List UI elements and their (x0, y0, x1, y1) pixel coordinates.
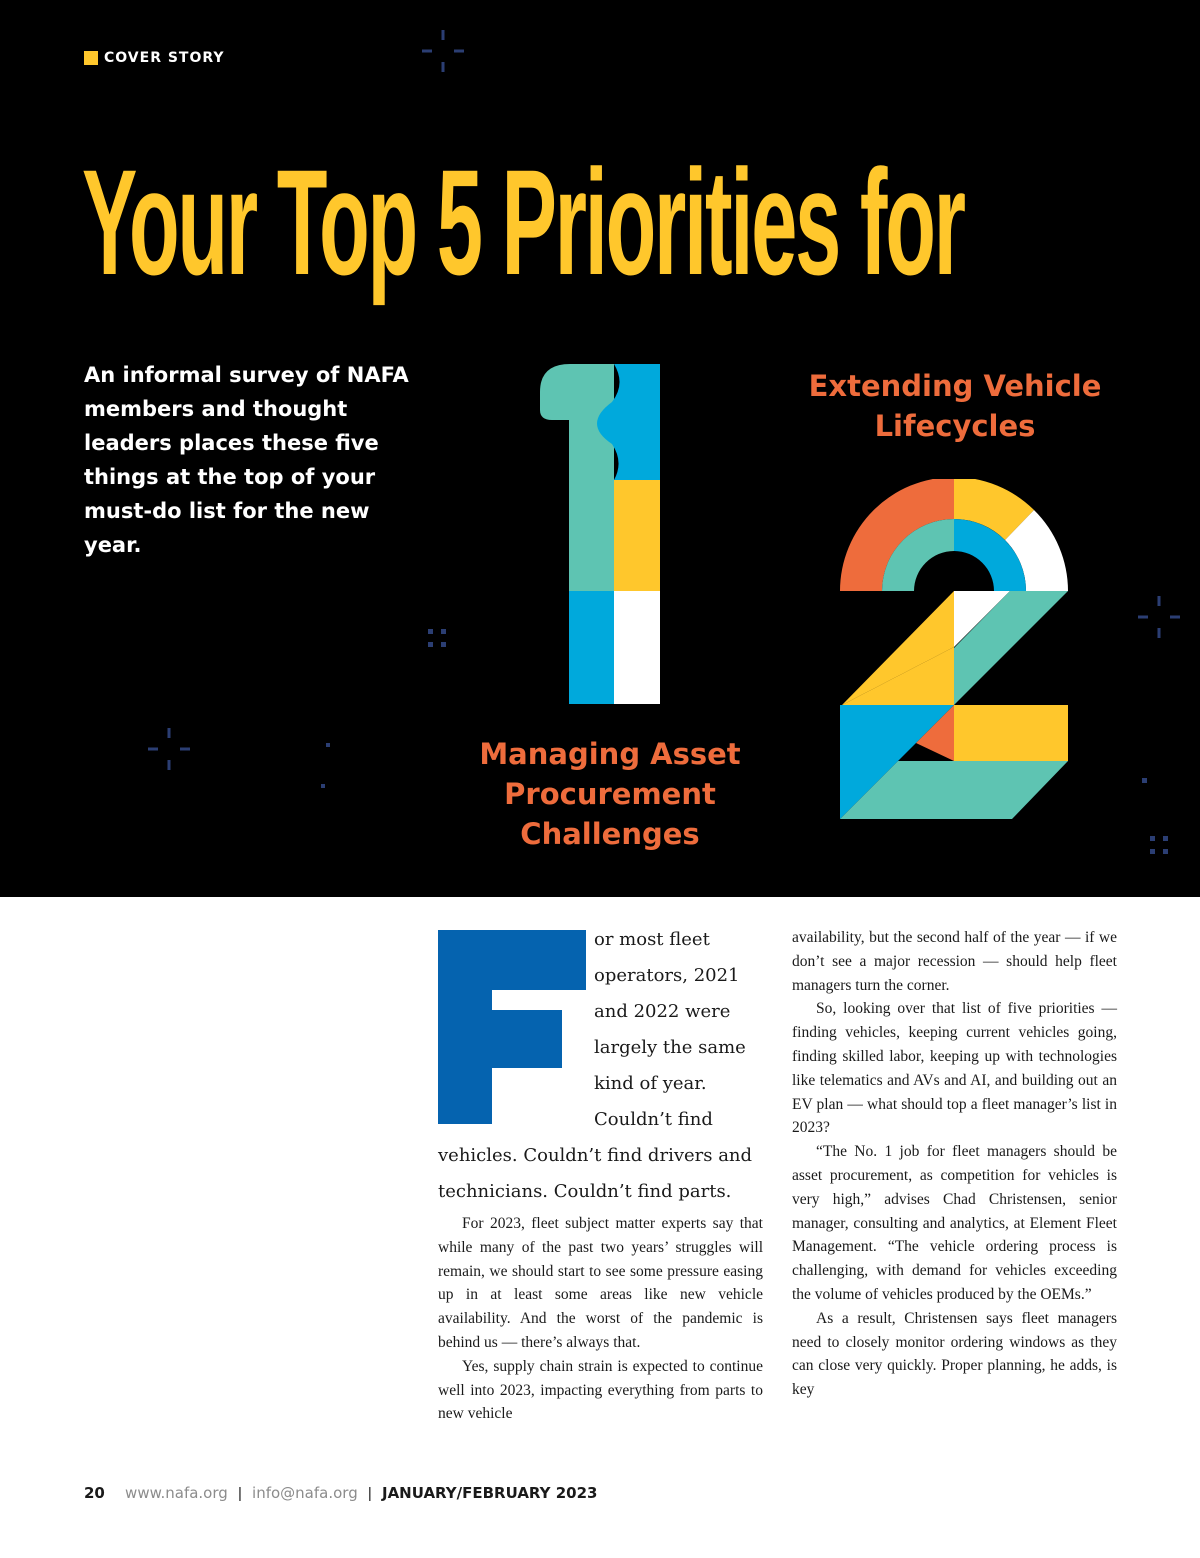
lead-text: or most fleet operators, 2021 and 2022 were largely the same kind of year. Couldn’t find vehicles. Couldn’t find drivers and technicians. Couldn’t find parts. (438, 929, 753, 1202)
kicker-square-icon (84, 51, 98, 65)
article-column-right (792, 926, 1117, 1402)
page-footer (84, 1484, 598, 1502)
page-number: 20 (84, 1484, 105, 1502)
sparkle-icon (420, 28, 466, 74)
priority-1-label: Managing Asset Procurement Challenges (479, 737, 741, 851)
sparkle-icon (1136, 594, 1182, 640)
body-paragraph: “The No. 1 job for fleet managers should be asset procurement, as competition for vehicles is very high,” advises Chad Christensen, senior manager, consulting and analytics, at Element Fleet Management. “The vehicle ordering process is challenging, with demand for vehicles exceeding the volume of vehicles produced by the OEMs.” (792, 1143, 1117, 1303)
priority-2-label: Extending Vehicle Lifecycles (808, 369, 1102, 443)
kicker-label: COVER STORY (104, 50, 225, 66)
email-link[interactable]: info@nafa.org (252, 1484, 358, 1502)
article-lead-paragraph (438, 922, 764, 1210)
body-paragraph: As a result, Christensen says fleet managers need to closely monitor ordering windows as they can close very quickly. Proper planning, he adds, is key (792, 1309, 1117, 1399)
drop-cap-spacer (438, 922, 594, 1138)
body-paragraph: For 2023, fleet subject matter experts say that while many of the past two years’ struggles will remain, we should start to see some pressure easing up in at least some areas like new vehicle availability. And the worst of the pandemic is behind us — there’s always that. (438, 1215, 763, 1351)
footer-divider: | (237, 1485, 242, 1502)
issue-date: JANUARY/FEBRUARY 2023 (381, 1484, 598, 1502)
website-link[interactable]: www.nafa.org (125, 1484, 228, 1502)
numeral-one-icon (538, 362, 662, 708)
body-paragraph: So, looking over that list of five priorities — finding vehicles, keeping current vehicles going, finding skilled labor, keeping up with technologies like telematics and AVs and AI, and building out an EV plan — what should top a fleet manager’s list in 2023? (792, 1000, 1117, 1137)
sparkle-icon (146, 726, 192, 772)
body-paragraph: Yes, supply chain strain is expected to continue well into 2023, impacting everything from parts to new vehicle (438, 1357, 763, 1423)
section-kicker (84, 50, 225, 66)
sparkle-small-icon (1148, 834, 1170, 856)
numeral-two-icon (838, 479, 1072, 823)
sparkle-dot-icon (1140, 776, 1150, 786)
intro-deck: An informal survey of NAFA members and thought leaders places these five things at the top of your must-do list for the new year. (84, 363, 409, 557)
sparkle-dot-icon (320, 740, 334, 794)
page-title: Your Top 5 Priorities for (82, 138, 964, 306)
body-paragraph: availability, but the second half of the year — if we don’t see a major recession — should help fleet managers turn the corner. (792, 929, 1117, 994)
sparkle-small-icon (426, 627, 448, 649)
footer-divider: | (367, 1485, 372, 1502)
article-column-left (438, 1212, 763, 1426)
